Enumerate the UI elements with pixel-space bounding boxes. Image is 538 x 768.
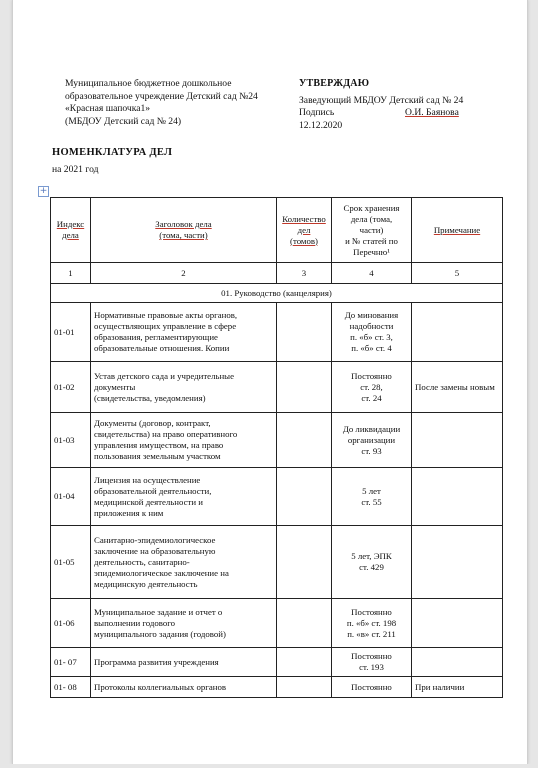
row-note bbox=[412, 648, 503, 677]
document-title: НОМЕНКЛАТУРА ДЕЛ bbox=[52, 147, 173, 158]
row-index: 01-04 bbox=[51, 468, 91, 526]
table-row bbox=[51, 599, 503, 648]
section-row bbox=[51, 284, 503, 303]
row-title bbox=[91, 677, 277, 698]
row-title-line: Устав детского сада и учредительные bbox=[94, 370, 235, 381]
header-note-line: Примечание bbox=[433, 224, 481, 235]
row-term bbox=[332, 413, 412, 468]
header-title-line: Заголовок дела bbox=[155, 219, 212, 229]
row-term-line: Постоянно bbox=[351, 606, 392, 617]
header-count-line: дел bbox=[297, 224, 311, 235]
row-term-line: ст. 28, bbox=[360, 381, 383, 392]
row-note: При наличии bbox=[412, 677, 503, 698]
row-title-line: пользования земельным участком bbox=[94, 451, 221, 461]
row-title-line: образования, регламентирующие bbox=[94, 332, 218, 342]
organization-block bbox=[65, 78, 315, 128]
row-title-line: Документы (договор, контракт, bbox=[94, 418, 211, 428]
row-term-line: Постоянно bbox=[351, 651, 392, 661]
row-title-line: (свидетельства, уведомления) bbox=[94, 392, 206, 403]
signature-label: Подпись bbox=[299, 107, 335, 118]
column-number: 5 bbox=[412, 263, 503, 284]
row-term-line: п. «б» ст. 3, bbox=[350, 332, 393, 342]
header-count bbox=[277, 198, 332, 263]
row-count bbox=[277, 413, 332, 468]
header-term-line: и № статей по bbox=[345, 235, 398, 246]
header-title-line: (тома, части) bbox=[159, 230, 208, 240]
row-term bbox=[332, 468, 412, 526]
row-term bbox=[332, 362, 412, 413]
row-title-line: Санитарно-эпидемиологическое bbox=[94, 534, 216, 545]
row-term-line: ст. 429 bbox=[359, 562, 384, 572]
row-note bbox=[412, 599, 503, 648]
header-index bbox=[51, 198, 91, 263]
approver-position: Заведующий МБДОУ Детский сад № 24 bbox=[299, 94, 464, 106]
row-term-line: ст. 193 bbox=[359, 662, 384, 672]
row-title-line: медицинской деятельности и bbox=[94, 496, 203, 507]
header-count-line: Количество bbox=[282, 213, 326, 224]
header-title bbox=[91, 198, 277, 263]
row-index: 01-03 bbox=[51, 413, 91, 468]
row-title-line: медицинскую деятельность bbox=[94, 578, 198, 589]
table-move-handle-icon[interactable]: + bbox=[39, 186, 48, 196]
header-term-line: части) bbox=[359, 224, 384, 235]
row-title-line: Муниципальное задание и отчет о bbox=[94, 606, 223, 617]
table-header-row bbox=[51, 198, 503, 263]
row-index: 01- 08 bbox=[51, 677, 91, 698]
signature-row bbox=[299, 107, 504, 120]
approval-title: УТВЕРЖДАЮ bbox=[299, 78, 370, 89]
row-title-line: эпидемиологическое заключение на bbox=[94, 567, 229, 578]
column-number: 1 bbox=[51, 263, 91, 284]
table-row bbox=[51, 648, 503, 677]
row-count bbox=[277, 303, 332, 362]
row-term bbox=[332, 599, 412, 648]
row-term-line: ст. 93 bbox=[361, 445, 382, 456]
row-title bbox=[91, 468, 277, 526]
approval-date: 12.12.2020 bbox=[299, 119, 343, 131]
row-term-line: п. «б» ст. 198 bbox=[346, 617, 397, 628]
header-index-line: дела bbox=[62, 230, 79, 240]
row-title-line: управления имуществом, на право bbox=[94, 440, 224, 450]
approval-block bbox=[299, 78, 504, 132]
nomenclature-table bbox=[50, 197, 503, 698]
org-line: «Красная шапочка1» bbox=[65, 103, 151, 114]
row-note bbox=[412, 303, 503, 362]
column-number: 2 bbox=[91, 263, 277, 284]
row-count bbox=[277, 599, 332, 648]
page-gap bbox=[0, 764, 538, 768]
table-row bbox=[51, 526, 503, 599]
org-line: Муниципальное бюджетное дошкольное bbox=[65, 78, 232, 89]
row-term-line: ст. 55 bbox=[361, 496, 382, 507]
row-term-line: Постоянно bbox=[351, 370, 392, 381]
row-title bbox=[91, 413, 277, 468]
table-number-row bbox=[51, 263, 503, 284]
row-count bbox=[277, 526, 332, 599]
column-number: 4 bbox=[332, 263, 412, 284]
row-title-line: осуществляющих управление в сфере bbox=[94, 321, 237, 331]
row-count bbox=[277, 677, 332, 698]
header-count-line: (томов) bbox=[290, 235, 318, 246]
table-row bbox=[51, 413, 503, 468]
row-index: 01-02 bbox=[51, 362, 91, 413]
row-index: 01-06 bbox=[51, 599, 91, 648]
header-index-line: Индекс bbox=[56, 219, 85, 229]
row-term-line: Постоянно bbox=[351, 681, 392, 692]
row-title-line: приложения к ним bbox=[94, 507, 164, 518]
row-note bbox=[412, 468, 503, 526]
section-heading: 01. Руководство (канцелярия) bbox=[51, 284, 503, 303]
row-term-line: До ликвидации bbox=[342, 423, 401, 434]
column-number: 3 bbox=[277, 263, 332, 284]
row-title-line: муниципального задания (годовой) bbox=[94, 628, 226, 639]
row-term-line: п. «б» ст. 4 bbox=[351, 343, 392, 353]
row-title-line: Программа развития учреждения bbox=[94, 656, 219, 667]
header-note bbox=[412, 198, 503, 263]
row-note bbox=[412, 413, 503, 468]
row-title bbox=[91, 648, 277, 677]
row-title bbox=[91, 303, 277, 362]
row-title bbox=[91, 599, 277, 648]
row-title-line: деятельность, санитарно- bbox=[94, 556, 190, 567]
header-term bbox=[332, 198, 412, 263]
row-title-line: образовательные отношения. Копии bbox=[94, 343, 230, 353]
org-line: (МБДОУ Детский сад № 24) bbox=[65, 115, 182, 127]
row-title-line: Протоколы коллегиальных органов bbox=[94, 681, 227, 692]
header-term-line: дела (тома, bbox=[350, 213, 393, 224]
row-term-line: 5 лет, ЭПК bbox=[351, 551, 392, 561]
row-term-line: До минования bbox=[344, 310, 399, 320]
row-index: 01-01 bbox=[51, 303, 91, 362]
row-term bbox=[332, 526, 412, 599]
row-term-line: надобности bbox=[349, 321, 394, 331]
row-title-line: Нормативные правовые акты органов, bbox=[94, 310, 238, 320]
document-year: на 2021 год bbox=[52, 164, 99, 175]
row-term-line: организации bbox=[347, 434, 396, 445]
row-title bbox=[91, 526, 277, 599]
row-term bbox=[332, 303, 412, 362]
signer-name: О.И. Баянова bbox=[405, 107, 459, 118]
row-title-line: свидетельства) на право оперативного bbox=[94, 429, 238, 439]
row-count bbox=[277, 648, 332, 677]
header-term-line: Срок хранения bbox=[343, 202, 400, 213]
row-index: 01-05 bbox=[51, 526, 91, 599]
row-index: 01- 07 bbox=[51, 648, 91, 677]
table-row bbox=[51, 677, 503, 698]
row-count bbox=[277, 362, 332, 413]
row-count bbox=[277, 468, 332, 526]
table-row bbox=[51, 303, 503, 362]
row-term bbox=[332, 677, 412, 698]
row-title-line: заключение на образовательную bbox=[94, 545, 216, 556]
row-title-line: образовательной деятельности, bbox=[94, 485, 212, 496]
row-term-line: п. «в» ст. 211 bbox=[347, 628, 396, 639]
row-note bbox=[412, 526, 503, 599]
row-title-line: документы bbox=[94, 381, 136, 392]
row-title-line: выполнении годового bbox=[94, 617, 176, 628]
row-note: После замены новым bbox=[412, 362, 503, 413]
row-term-line: ст. 24 bbox=[361, 392, 382, 403]
row-title bbox=[91, 362, 277, 413]
row-title-line: Лицензия на осуществление bbox=[94, 474, 201, 485]
row-term-line: 5 лет bbox=[362, 485, 381, 496]
header-term-line: Перечню¹ bbox=[353, 246, 390, 257]
row-term bbox=[332, 648, 412, 677]
table-row bbox=[51, 362, 503, 413]
org-line: образовательное учреждение Детский сад №24 bbox=[65, 90, 258, 102]
table-row bbox=[51, 468, 503, 526]
